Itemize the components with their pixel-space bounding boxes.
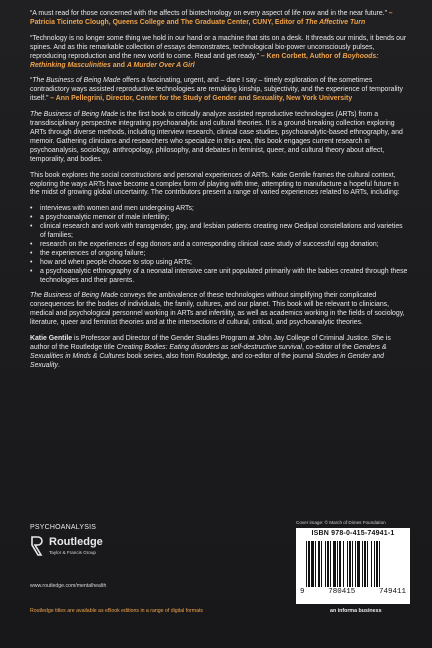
barcode-bar	[311, 541, 314, 587]
barcode-bar	[337, 541, 338, 587]
isbn-barcode	[296, 528, 410, 604]
endorsement-3: “The Business of Being Made offers a fascinating, urgent, and – dare I say – timely exploration of the sometimes contradictory ways assisted reproductive technologies are remaking kinship, subjectivity, and the experience of temporality itself.” – Ann Pellegrini, Director, Center for the Study of Gender and Sexuality, New York University	[30, 77, 403, 103]
barcode-bar	[325, 541, 326, 587]
barcode-bar	[306, 541, 307, 587]
subject-category: PSYCHOANALYSIS	[30, 524, 97, 531]
quote-attribution: – Ann Pellegrini, Director, Center for the Study of Gender and Sexuality, New York University	[48, 95, 353, 103]
description-paragraph-2: This book explores the social constructions and personal experiences of ARTs. Katie Gentile frames the cultural context, exploring the ways ARTs have become a complex form of playing with time, attempting to manufacture a hopeful future in the midst of growing global uncertainty. The contributors present a range of varied experiences related to ARTs, including:	[30, 171, 400, 197]
barcode-bar	[315, 541, 316, 587]
barcode-bar	[333, 541, 336, 587]
cover-image-credit: Cover image: © March of Dimes Foundation	[296, 520, 386, 525]
barcode-bar	[318, 541, 320, 587]
description-paragraph-3: The Business of Being Made conveys the ambivalence of these technologies without simplifying their complicated consequences for the bodies of individuals, the family, cultures, and our planet. This book will be relevant to clinicians, medical and psychological personnel working in ARTs and infertility, as well as academics working in the fields of sociology, literature, queer and feminist theories and at the intersections of cultural, critical, and psychoanalytic theories.	[30, 292, 405, 327]
list-item: • interviews with women and men undergoing ARTs;	[30, 205, 410, 214]
list-item: • how and when people choose to stop using ARTs;	[30, 259, 410, 268]
quote-text: “A must read for those concerned with the affects of biotechnology on every aspect of life now and in the near future.”	[30, 10, 387, 17]
quote-text: offers a fascinating, urgent, and – dare I say – timely exploration of the sometimes contradictory ways assisted reproductive technologies are remaking kinship, subjectivity, and the experience of temporality itself.”	[30, 77, 403, 103]
quote-attribution: – Patricia Ticineto Clough, Queens College and The Graduate Center, CUNY, Editor of The Affective Turn	[30, 10, 393, 26]
barcode-bar	[330, 541, 331, 587]
barcode-bar	[343, 541, 344, 587]
barcode-bar	[371, 541, 372, 587]
barcode-bar	[374, 541, 375, 587]
informa-tagline: an informa business	[330, 608, 382, 614]
list-item: • clinical research and work with transgender, gay, and lesbian patients creating new Oedipal constellations and varieties of families;	[30, 223, 410, 241]
back-cover-text	[30, 10, 410, 378]
topics-list	[30, 205, 410, 285]
barcode-digits: 9 780415 749411	[300, 588, 406, 596]
publisher-logo	[30, 536, 103, 556]
barcode-bar	[347, 541, 348, 587]
routledge-logo-icon	[30, 536, 44, 556]
barcode-bar	[364, 541, 366, 587]
publisher-group: Taylor & Francis Group	[49, 550, 96, 555]
list-item: • a psychoanalytic memoir of male infertility;	[30, 214, 410, 223]
publisher-url[interactable]: www.routledge.com/mentalhealth	[30, 583, 107, 589]
endorsement-2	[30, 35, 410, 71]
barcode-bar	[349, 541, 351, 587]
book-title-italic: The Business of Being Made	[32, 77, 121, 85]
barcode-bars	[306, 541, 402, 587]
barcode-bar	[321, 541, 322, 587]
barcode-bar	[376, 541, 378, 587]
barcode-bar	[339, 541, 341, 587]
barcode-bar	[308, 541, 310, 587]
ebook-note: Routledge titles are available as eBook editions in a range of digital formats	[30, 608, 204, 614]
barcode-bar	[327, 541, 329, 587]
list-item: • research on the experiences of egg donors and a corresponding clinical case study of successful egg donation;	[30, 241, 410, 250]
author-bio: Katie Gentile is Professor and Director of the Gender Studies Program at John Jay College of Criminal Justice. She is author of the Routledge title Creating Bodies: Eating disorders as self-destructive survival, co-editor of the Genders & Sexualities in Minds & Cultures book series, also from Routledge, and co-editor of the journal Studies in Gender and Sexuality.	[30, 335, 391, 369]
barcode-bar	[367, 541, 368, 587]
description-paragraph-1: The Business of Being Made is the first book to critically analyze assisted reproductive technologies (ARTs) from a transdisciplinary perspective integrating psychoanalytic and cultural theories. It is a ground-breaking collection exploring ARTs through diverse methods, including interview research, clinical case studies, psychoanalytic-based ethnography, and memoir. Gathering clinicians and researchers who specialize in this area, this book engages current research in psychoanalysis, sociology, anthropology, philosophy, and debates in feminist, queer, and cultural theory about affect, temporality, and bodies.	[30, 111, 403, 163]
quote-attribution: – Ken Corbett, Author of Boyhoods: Rethinking Masculinities and A Murder Over A Girl	[30, 52, 379, 69]
barcode-bar	[355, 541, 356, 587]
barcode-bar	[357, 541, 360, 587]
isbn-number: ISBN 978-0-415-74941-1	[311, 530, 395, 537]
barcode-bar	[352, 541, 353, 587]
barcode-bar	[379, 541, 380, 587]
quote-text: “Technology is no longer some thing we hold in our hand or a machine that sits on a desk. It threads our minds, it bends our spines. And as this remarkable collection of essays demonstrates, technological bio-power unconsciously pulses, reproducing reproduction and the new world to come. Read and get ready.”	[30, 34, 407, 60]
list-item: • the experiences of ongoing failure;	[30, 250, 410, 259]
publisher-name: Routledge	[49, 536, 103, 548]
endorsement-1	[30, 10, 410, 28]
list-item: • a psychoanalytic ethnography of a neonatal intensive care unit populated primarily with the babies created through these technologies and their parents.	[30, 268, 410, 286]
barcode-bar	[362, 541, 363, 587]
